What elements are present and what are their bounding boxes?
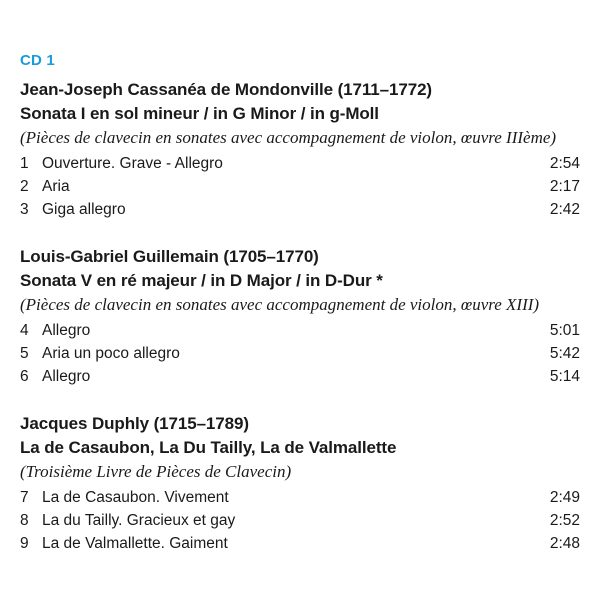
composer-name: Jean-Joseph Cassanéa de Mondonville (1711–1772) (20, 80, 432, 99)
work-title: Sonata V en ré majeur / in D Major / in D-Dur * (20, 271, 383, 290)
track-row (20, 175, 580, 198)
track-title: La du Tailly. Gracieux et gay (42, 512, 236, 529)
track-duration: 2:54 (549, 155, 580, 172)
track-list (20, 319, 580, 388)
track-duration: 5:14 (549, 368, 580, 385)
work-title: Sonata I en sol mineur / in G Minor / in g-Moll (20, 104, 379, 123)
track-number: 4 (20, 322, 29, 339)
track-list (20, 152, 580, 221)
track-duration: 5:01 (549, 322, 580, 339)
track-row (20, 319, 580, 342)
track-number: 1 (20, 155, 29, 172)
track-number: 6 (20, 368, 29, 385)
track-number: 9 (20, 535, 29, 552)
track-number: 3 (20, 201, 29, 218)
track-row (20, 532, 580, 555)
track-row (20, 342, 580, 365)
track-duration: 2:49 (549, 489, 580, 506)
track-duration: 2:42 (549, 201, 580, 218)
track-title: Allegro (42, 368, 91, 385)
track-number: 5 (20, 345, 29, 362)
track-title: La de Casaubon. Vivement (42, 489, 229, 506)
track-number: 7 (20, 489, 29, 506)
track-duration: 5:42 (549, 345, 580, 362)
track-title: Giga allegro (42, 201, 126, 218)
track-duration: 2:52 (549, 512, 580, 529)
track-title: Aria (42, 178, 70, 195)
track-title: La de Valmallette. Gaiment (42, 535, 228, 552)
work-source: (Pièces de clavecin en sonates avec accompagnement de violon, œuvre XIII) (20, 295, 540, 314)
track-row (20, 509, 580, 532)
track-duration: 2:48 (549, 535, 580, 552)
track-row (20, 152, 580, 175)
work-source: (Pièces de clavecin en sonates avec accompagnement de violon, œuvre IIIème) (20, 128, 557, 147)
track-number: 2 (20, 178, 29, 195)
composer-name: Louis-Gabriel Guillemain (1705–1770) (20, 247, 319, 266)
tracklist (20, 78, 580, 555)
work-title: La de Casaubon, La Du Tailly, La de Valmallette (20, 438, 397, 457)
track-number: 8 (20, 512, 29, 529)
work-section (20, 412, 580, 555)
work-source: (Troisième Livre de Pièces de Clavecin) (20, 462, 292, 481)
work-section (20, 245, 580, 388)
work-section (20, 78, 580, 221)
track-title: Aria un poco allegro (42, 345, 180, 362)
track-title: Allegro (42, 322, 91, 339)
composer-name: Jacques Duphly (1715–1789) (20, 414, 249, 433)
track-title: Ouverture. Grave - Allegro (42, 155, 223, 172)
disc-label: CD 1 (20, 52, 55, 69)
track-row (20, 198, 580, 221)
track-row (20, 486, 580, 509)
track-list (20, 486, 580, 555)
track-row (20, 365, 580, 388)
track-duration: 2:17 (549, 178, 580, 195)
